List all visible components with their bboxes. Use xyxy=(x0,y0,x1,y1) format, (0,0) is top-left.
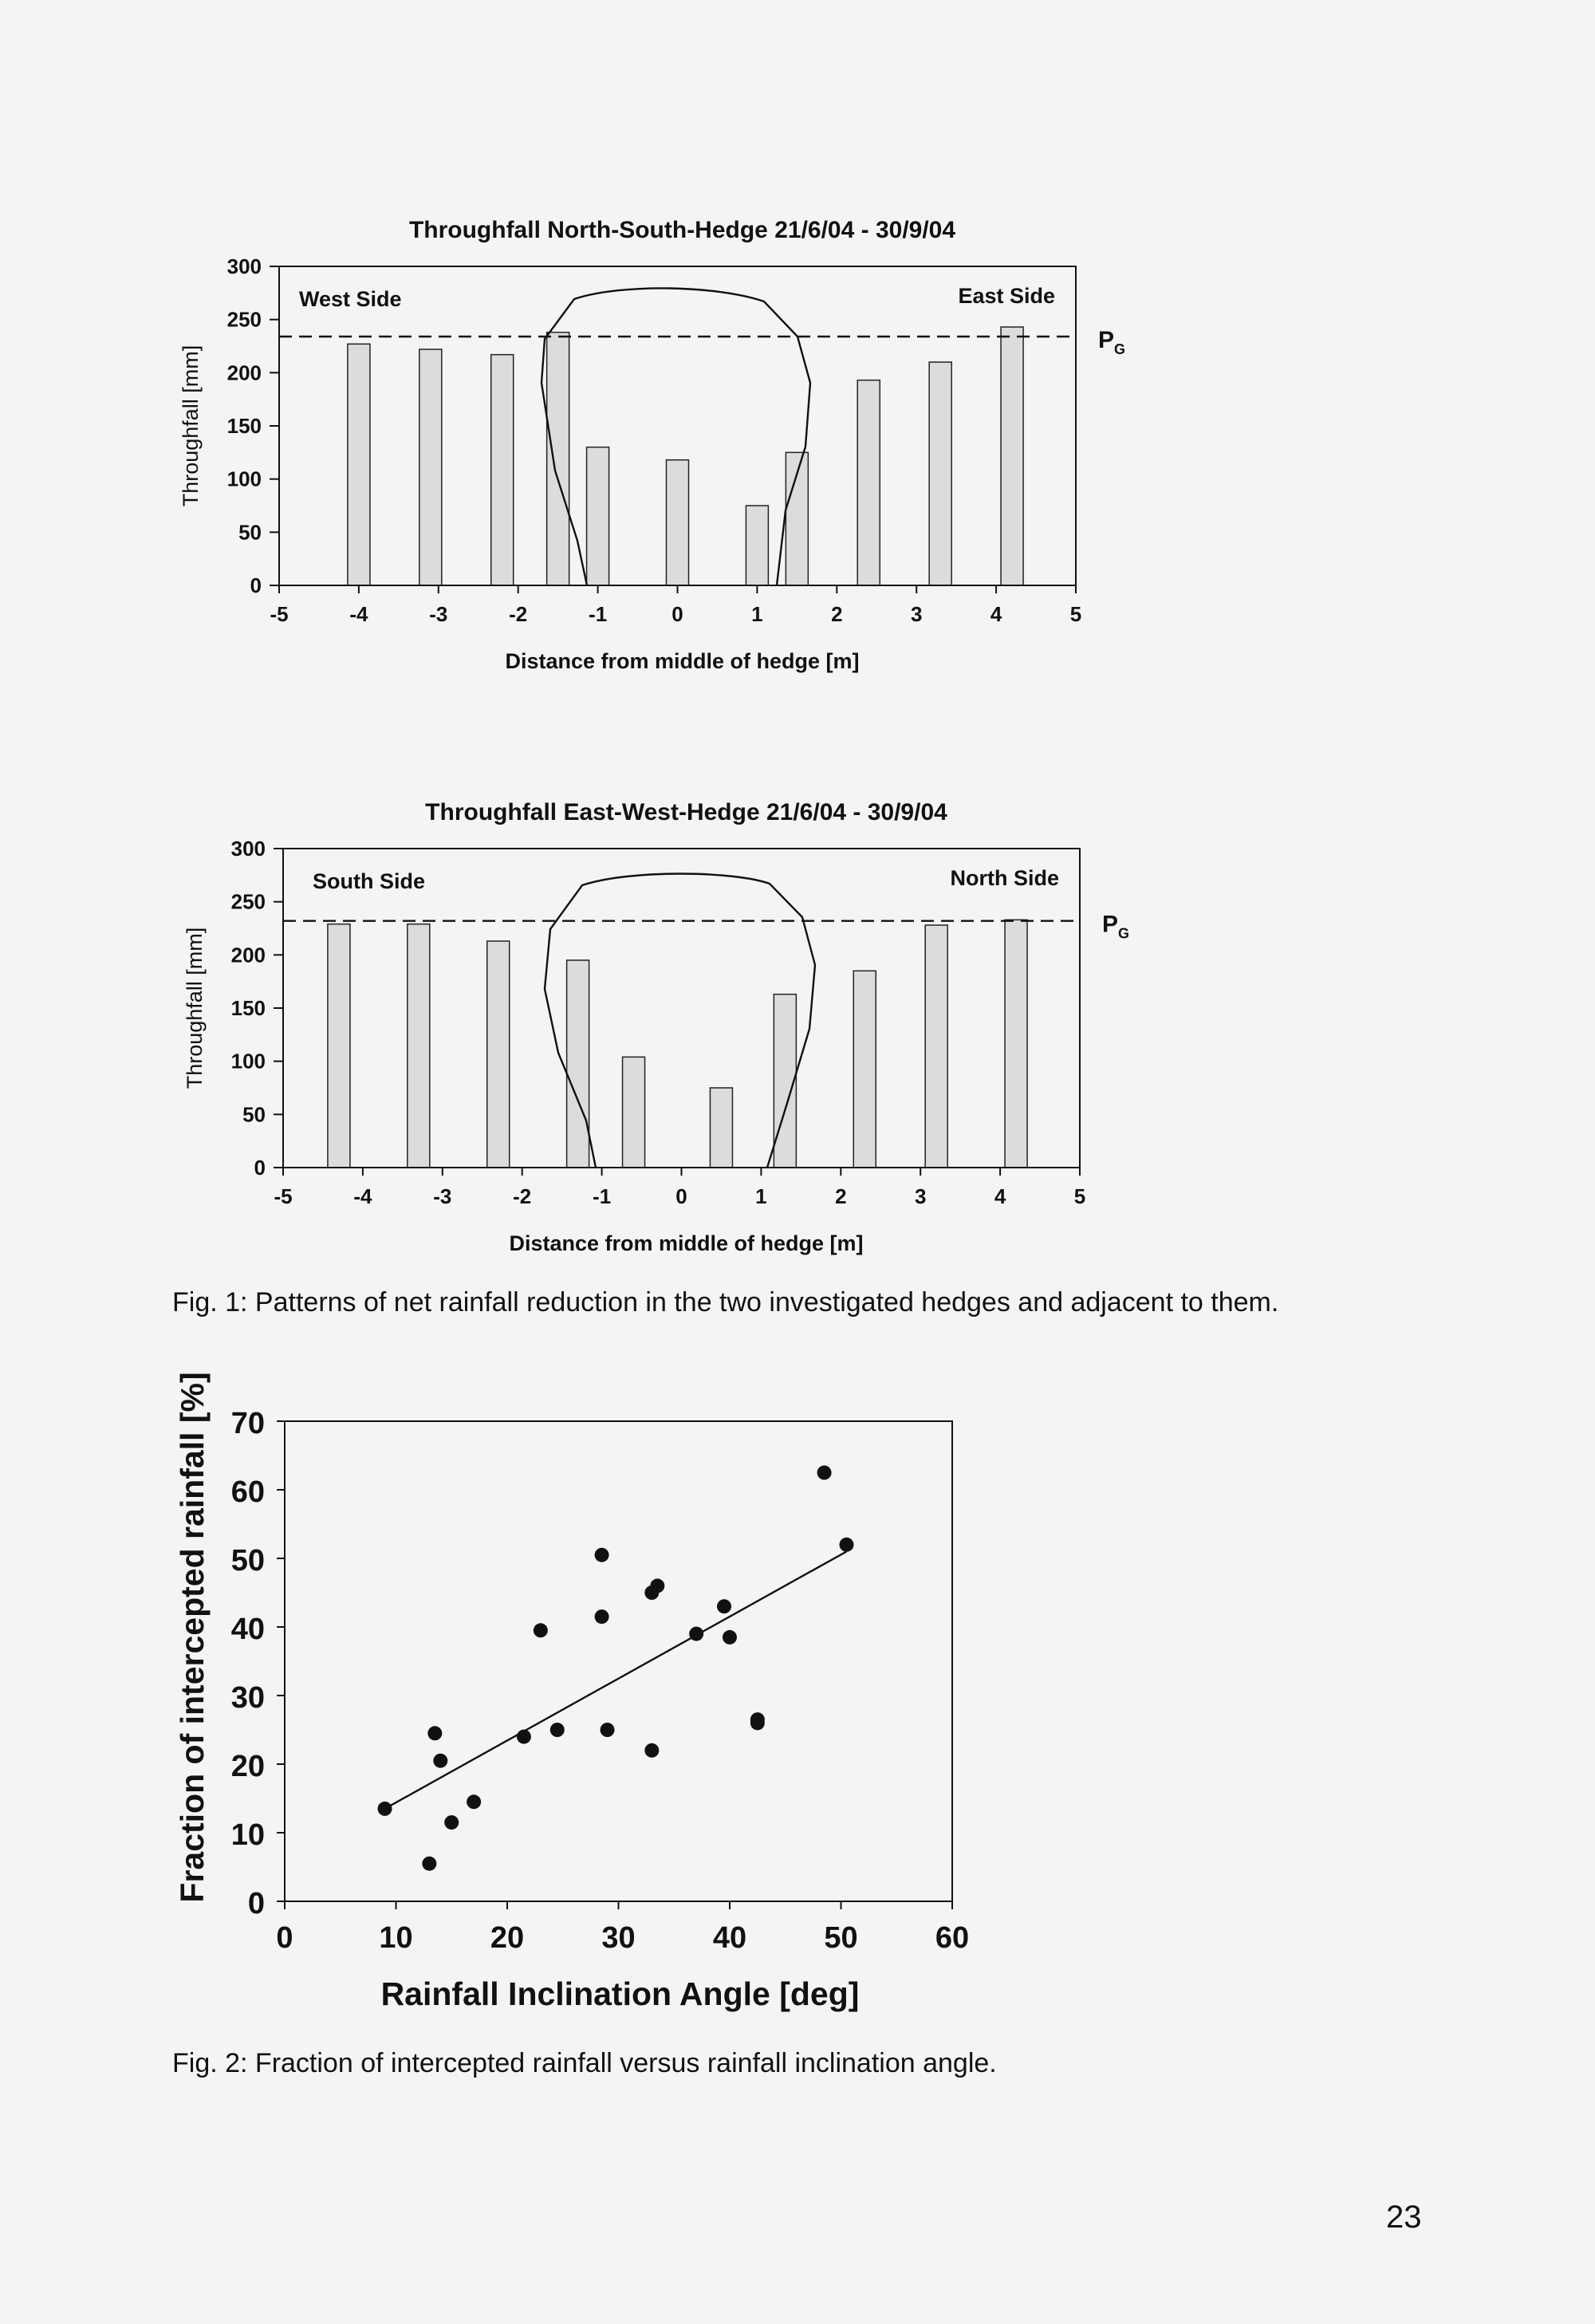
data-point xyxy=(689,1627,703,1641)
y-tick-label: 50 xyxy=(230,1544,265,1578)
x-tick-label: 3 xyxy=(910,602,923,626)
reference-label-subscript: G xyxy=(1114,341,1126,357)
bar xyxy=(547,333,569,585)
x-tick-label: -3 xyxy=(429,602,448,626)
data-point xyxy=(444,1815,459,1830)
bar xyxy=(710,1088,732,1168)
page-number: 23 xyxy=(1386,2200,1422,2235)
x-tick-label: -4 xyxy=(353,1184,372,1208)
chart-interception-scatter xyxy=(174,1372,969,2012)
data-point xyxy=(644,1743,659,1758)
reference-label-pg: $P_G$ xyxy=(1102,911,1130,942)
y-tick-label: 0 xyxy=(254,1156,266,1180)
data-point xyxy=(427,1726,442,1740)
y-tick-label: 0 xyxy=(247,1887,265,1920)
y-tick-label: 150 xyxy=(226,414,262,438)
x-tick-label: -3 xyxy=(433,1184,452,1208)
bar xyxy=(1001,327,1023,585)
bar xyxy=(853,971,876,1168)
x-tick-label: -4 xyxy=(349,602,368,626)
y-tick-label: 40 xyxy=(230,1613,265,1646)
data-point xyxy=(723,1630,737,1645)
data-point xyxy=(595,1548,609,1562)
y-tick-label: 0 xyxy=(250,573,262,597)
side-label-right: North Side xyxy=(950,866,1059,890)
x-tick-label: -2 xyxy=(509,602,528,626)
y-tick-label: 300 xyxy=(230,837,266,861)
y-tick-label: 60 xyxy=(230,1475,265,1509)
bar xyxy=(567,960,589,1168)
bar xyxy=(587,447,609,585)
x-tick-label: 0 xyxy=(671,602,683,626)
x-tick-label: 10 xyxy=(379,1921,413,1955)
data-point xyxy=(595,1609,609,1624)
x-tick-label: -2 xyxy=(513,1184,532,1208)
data-point xyxy=(839,1538,853,1552)
figure1-caption: Fig. 1: Patterns of net rainfall reduction in the two investigated hedges and adjacent to them. xyxy=(172,1287,1279,1318)
x-tick-label: -1 xyxy=(593,1184,612,1208)
x-tick-label: 1 xyxy=(755,1184,767,1208)
x-tick-label: 40 xyxy=(712,1921,747,1955)
x-tick-label: 1 xyxy=(751,602,763,626)
bar xyxy=(623,1057,645,1168)
chart-title: Throughfall North-South-Hedge 21/6/04 - 30/9/04 xyxy=(408,217,956,243)
data-point xyxy=(433,1754,447,1768)
data-point xyxy=(650,1578,664,1593)
bar xyxy=(1005,920,1027,1168)
bar xyxy=(929,362,951,585)
bar xyxy=(667,460,689,585)
x-tick-label: -1 xyxy=(589,602,608,626)
y-tick-label: 300 xyxy=(226,254,262,278)
bar xyxy=(746,506,768,585)
y-tick-label: 50 xyxy=(242,1102,266,1127)
y-axis-label: Throughfall [mm] xyxy=(179,345,203,507)
bar xyxy=(925,925,947,1168)
chart-east-west-hedge xyxy=(183,799,1129,1255)
y-tick-label: 50 xyxy=(238,520,262,545)
y-tick-label: 30 xyxy=(230,1681,265,1715)
data-point xyxy=(534,1623,548,1637)
data-point xyxy=(517,1730,531,1744)
bar xyxy=(491,355,514,585)
side-label-left: South Side xyxy=(313,869,425,893)
y-tick-label: 10 xyxy=(230,1818,265,1852)
y-tick-label: 200 xyxy=(226,360,262,385)
y-tick-label: 150 xyxy=(230,996,266,1020)
x-tick-label: -5 xyxy=(274,1184,293,1208)
chart-north-south-hedge xyxy=(179,217,1125,673)
x-tick-label: 0 xyxy=(276,1921,293,1955)
x-axis-label: Distance from middle of hedge [m] xyxy=(505,649,860,673)
y-tick-label: 100 xyxy=(230,1049,266,1073)
y-tick-label: 100 xyxy=(226,467,262,491)
x-tick-label: 50 xyxy=(824,1921,858,1955)
bar xyxy=(857,380,880,585)
data-point xyxy=(422,1857,436,1871)
x-tick-label: 5 xyxy=(1069,602,1082,626)
y-tick-label: 200 xyxy=(230,943,266,967)
data-point xyxy=(717,1599,731,1613)
x-tick-label: 5 xyxy=(1073,1184,1086,1208)
x-tick-label: 3 xyxy=(914,1184,927,1208)
reference-label-pg: $P_G$ xyxy=(1098,327,1126,357)
x-tick-label: 4 xyxy=(990,602,1002,626)
y-tick-label: 20 xyxy=(230,1750,265,1783)
x-axis-label: Distance from middle of hedge [m] xyxy=(509,1231,864,1255)
data-point xyxy=(550,1723,565,1737)
data-point xyxy=(750,1715,765,1730)
y-tick-label: 250 xyxy=(230,889,266,914)
bar xyxy=(487,941,510,1168)
x-axis-label: Rainfall Inclination Angle [deg] xyxy=(380,1975,860,2012)
reference-label-subscript: G xyxy=(1118,925,1130,942)
bar xyxy=(408,924,430,1168)
y-tick-label: 250 xyxy=(226,307,262,332)
bar xyxy=(419,349,442,585)
plot-frame xyxy=(283,849,1080,1168)
data-point xyxy=(817,1466,832,1480)
plot-frame xyxy=(285,1421,952,1901)
y-tick-label: 70 xyxy=(230,1407,265,1440)
x-tick-label: 0 xyxy=(675,1184,687,1208)
x-tick-label: 4 xyxy=(994,1184,1006,1208)
figure2-caption: Fig. 2: Fraction of intercepted rainfall versus rainfall inclination angle. xyxy=(172,2048,997,2078)
data-point xyxy=(467,1794,481,1809)
x-tick-label: -5 xyxy=(270,602,289,626)
data-point xyxy=(378,1802,392,1816)
chart-title: Throughfall East-West-Hedge 21/6/04 - 30/9/04 xyxy=(425,799,947,825)
side-label-right: East Side xyxy=(958,284,1055,308)
bar xyxy=(328,924,350,1168)
side-label-left: West Side xyxy=(299,287,402,311)
trend-line xyxy=(385,1551,847,1808)
x-tick-label: 20 xyxy=(490,1921,525,1955)
x-tick-label: 2 xyxy=(835,1184,847,1208)
y-axis-label: Throughfall [mm] xyxy=(183,927,207,1089)
x-tick-label: 30 xyxy=(601,1921,636,1955)
bar xyxy=(348,344,370,585)
x-tick-label: 60 xyxy=(935,1921,970,1955)
y-axis-label: Fraction of intercepted rainfall [%] xyxy=(174,1372,211,1903)
x-tick-label: 2 xyxy=(831,602,843,626)
data-point xyxy=(601,1723,615,1737)
